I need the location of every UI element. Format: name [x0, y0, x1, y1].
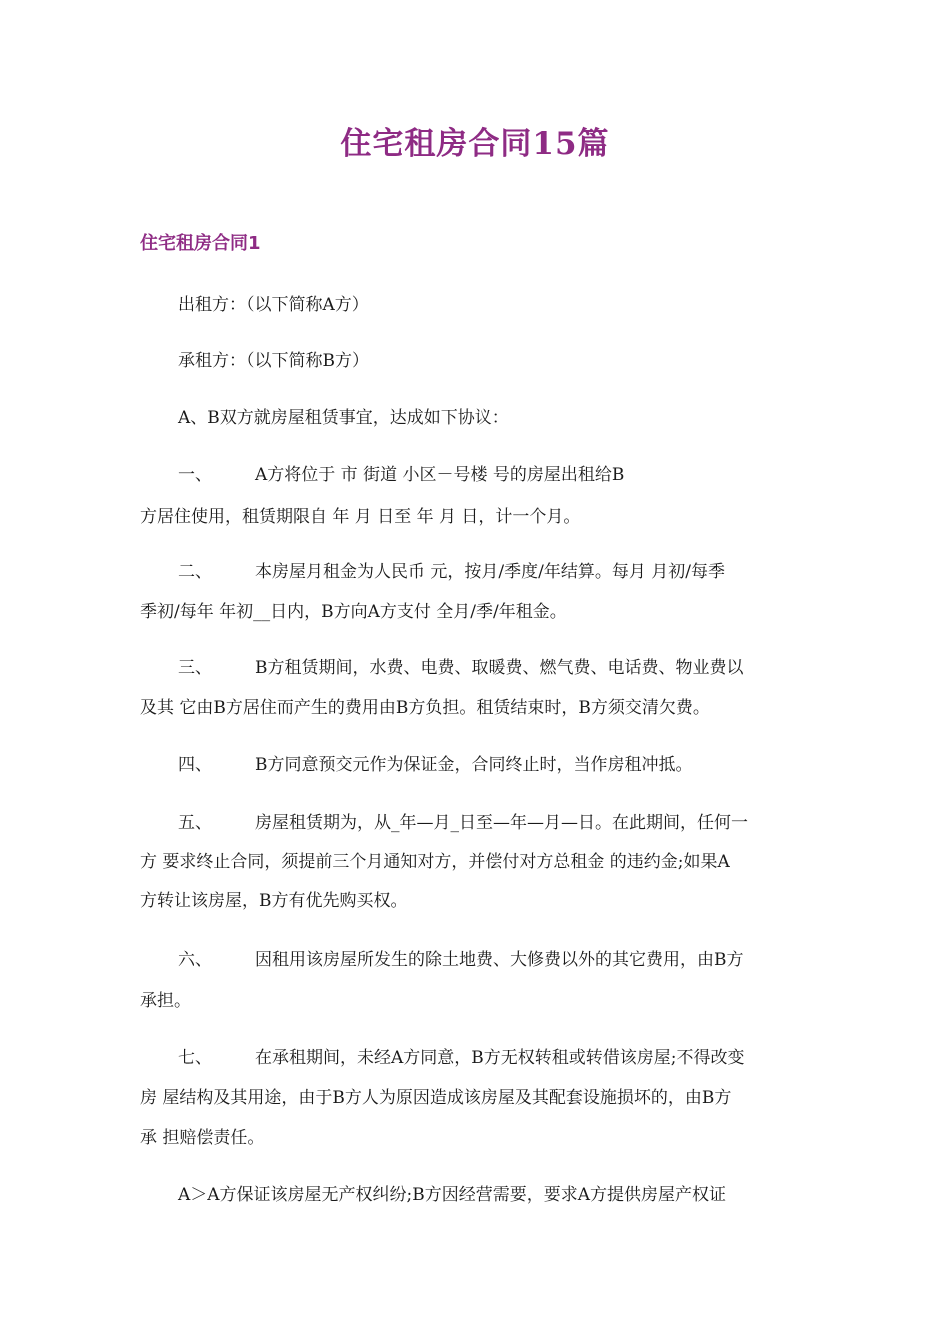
clause-text: B方租赁期间，水费、电费、取暖费、燃气费、电话费、物业费以: [255, 658, 744, 678]
clause-text: 及其 它由B方居住而产生的费用由B方负担。租赁结束时，B方须交清欠费。: [140, 698, 710, 718]
clause-text: 房屋租赁期为，从_年—月_日至—年—月—日。在此期间，任何一: [255, 813, 748, 833]
clause-text: 方居住使用，租赁期限自 年 月 日至 年 月 日，计一个月。: [140, 507, 581, 527]
section-title: 住宅租房合同1: [140, 233, 261, 254]
clause-text: 季初/每年 年初__日内，B方向A方支付 全月/季/年租金。: [140, 602, 567, 622]
clause-number: 五、: [178, 813, 212, 833]
clause-text: 方 要求终止合同，须提前三个月通知对方，并偿付对方总租金 的违约金;如果A: [140, 852, 730, 872]
lessee-line: 承租方：（以下简称B方）: [178, 351, 369, 371]
clause-text: 房 屋结构及其用途，由于B方人为原因造成该房屋及其配套设施损坏的，由B方: [140, 1088, 732, 1108]
lessor-line: 出租方：（以下简称A方）: [178, 295, 369, 315]
clause-number: 二、: [178, 562, 212, 582]
clause-text: 本房屋月租金为人民币 元，按月/季度/年结算。每月 月初/每季: [255, 562, 725, 582]
document-title: 住宅租房合同15篇: [340, 126, 610, 162]
intro-line: A、B双方就房屋租赁事宜，达成如下协议：: [178, 408, 509, 428]
clause-number: 七、: [178, 1048, 212, 1068]
clause-number: 四、: [178, 755, 212, 775]
clause-text: B方同意预交元作为保证金，合同终止时，当作房租冲抵。: [255, 755, 693, 775]
clause-number: 一、: [178, 465, 212, 485]
clause-number: 三、: [178, 658, 212, 678]
clause-text: 承担。: [140, 991, 191, 1011]
clause-text: A＞A方保证该房屋无产权纠纷;B方因经营需要，要求A方提供房屋产权证: [178, 1185, 727, 1205]
clause-text: 因租用该房屋所发生的除土地费、大修费以外的其它费用，由B方: [255, 950, 744, 970]
clause-text: 承 担赔偿责任。: [140, 1128, 265, 1148]
clause-text: A方将位于 市 街道 小区－号楼 号的房屋出租给B: [255, 465, 625, 485]
clause-text: 方转让该房屋，B方有优先购买权。: [140, 891, 408, 911]
clause-text: 在承租期间，未经A方同意，B方无权转租或转借该房屋;不得改变: [255, 1048, 745, 1068]
clause-number: 六、: [178, 950, 212, 970]
